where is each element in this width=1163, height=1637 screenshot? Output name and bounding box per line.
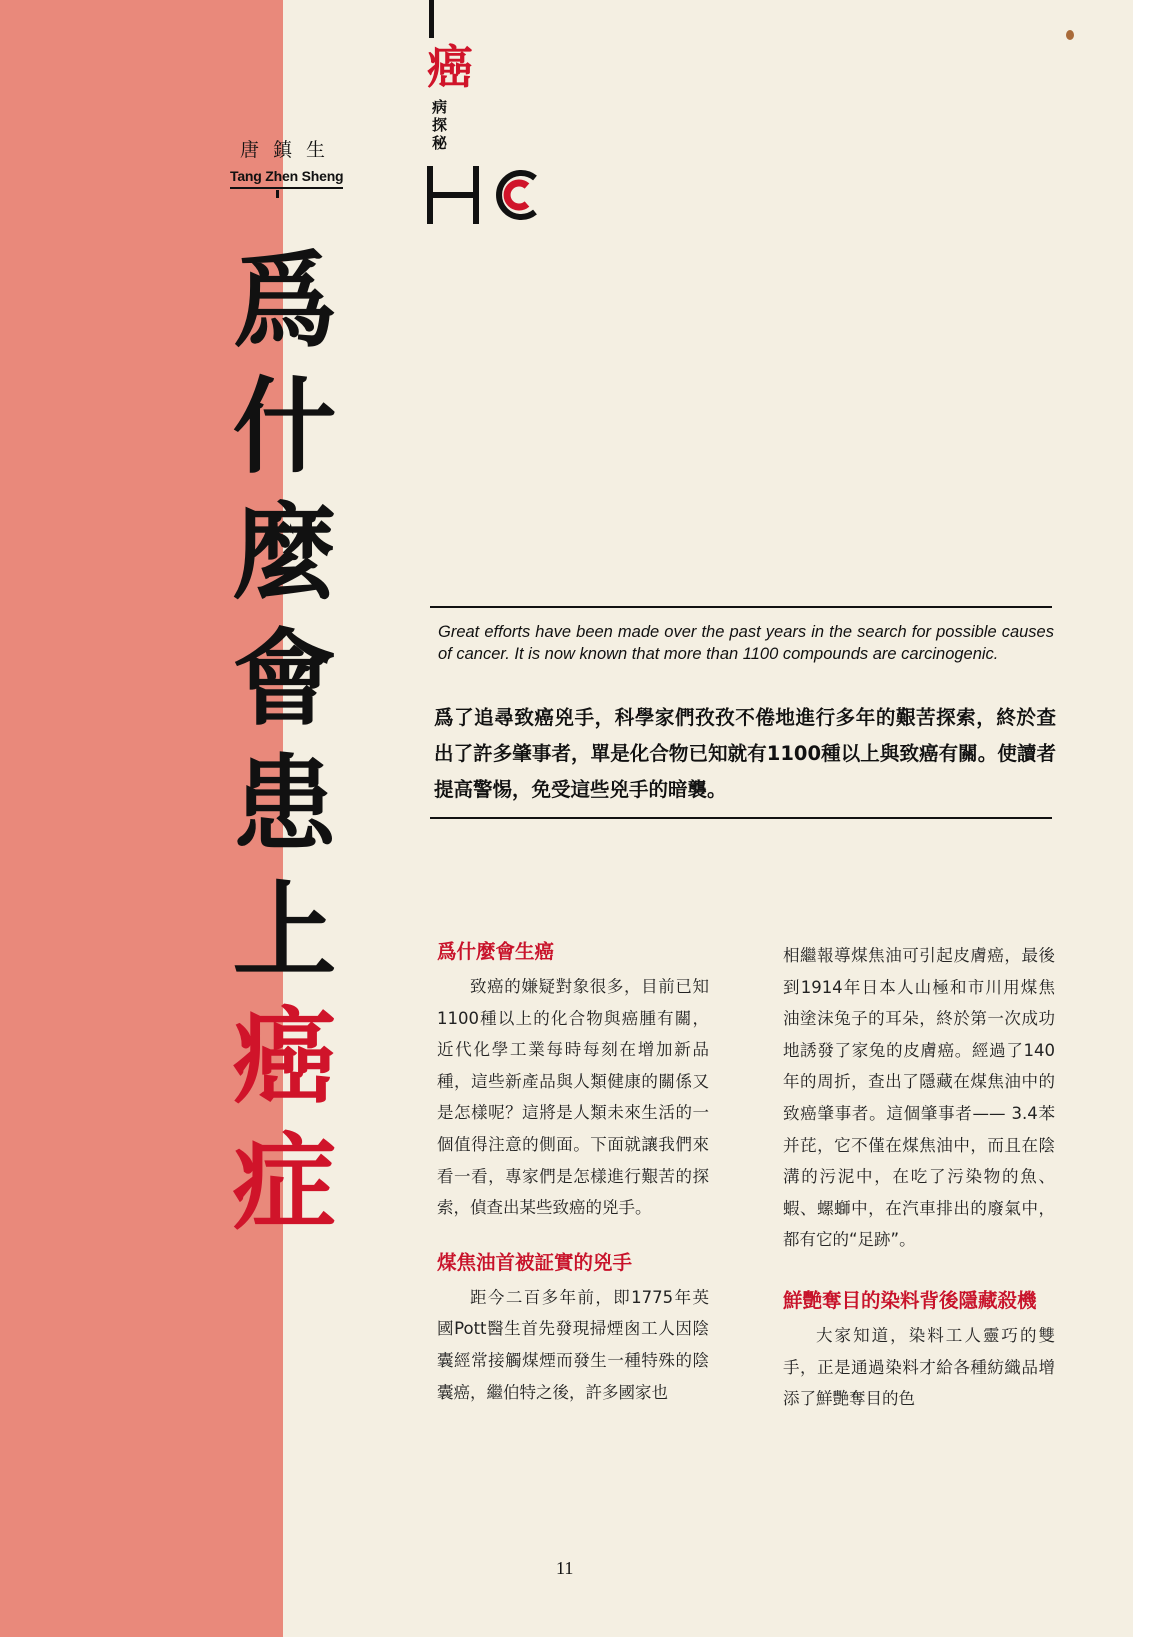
section-gap: [783, 1256, 1055, 1284]
series-logo-main: 癌: [427, 40, 473, 94]
series-logo-sub: 病探秘: [432, 98, 448, 152]
title-char-1: 什: [232, 366, 337, 488]
title-char-7: 症: [232, 1122, 337, 1244]
author-tick: [276, 190, 279, 198]
vertical-title: [222, 238, 347, 1246]
title-char-6: 癌: [232, 996, 337, 1118]
section-paragraph: 距今二百多年前，即1775年英國Pott醫生首先發現掃煙囪工人因陰囊經常接觸煤煙而發生一種特殊的陰囊癌，繼伯特之後，許多國家也: [437, 1287, 709, 1402]
section-heading: 鮮艷奪目的染料背後隱藏殺機: [783, 1288, 1037, 1312]
section-paragraph: 大家知道，染料工人靈巧的雙手，正是通過染料才給各種紡織品增添了鮮艷奪目的色: [783, 1325, 1055, 1409]
body-column-left: [437, 935, 709, 1408]
abstract-rule-bottom: [430, 817, 1052, 819]
abstract-chinese: 爲了追尋致癌兇手，科學家們孜孜不倦地進行多年的艱苦探索，終於查出了許多肇事者，單是化合物已知就有1100種以上與致癌有關。使讀者提高警惕，免受這些兇手的暗襲。: [434, 706, 1056, 801]
author-name-en: Tang Zhen Sheng: [230, 168, 343, 189]
title-char-2: 麼: [232, 492, 337, 614]
title-char-4: 患: [232, 744, 337, 866]
abstract-rule-top: [430, 606, 1052, 608]
title-char-0: 爲: [232, 240, 337, 362]
body-column-right: [783, 940, 1055, 1415]
section-heading: 爲什麼會生癌: [437, 940, 555, 963]
series-logo-hc-mark: [427, 166, 552, 226]
series-logo-bar: [429, 0, 434, 38]
paper-speck: [1066, 30, 1074, 40]
title-char-5: 上: [232, 870, 337, 992]
page-edge: [1133, 0, 1163, 1637]
section-gap: [437, 1224, 709, 1246]
abstract-english: Great efforts have been made over the past years in the search for possible causes of cancer. It is now known that more than 1100 compounds are carcinogenic.: [438, 623, 1054, 663]
section-paragraph: 致癌的嫌疑對象很多，目前已知1100種以上的化合物與癌腫有關，近代化學工業每時每刻在增加新品種，這些新產品與人類健康的關係又是怎樣呢？這將是人類未來生活的一個值得注意的側面。下面就讓我們來看一看，專家們是怎樣進行艱苦的探索，偵查出某些致癌的兇手。: [437, 977, 709, 1218]
page-number: 11: [556, 1558, 574, 1578]
title-char-3: 會: [232, 618, 337, 740]
section-paragraph-continued: 相繼報導煤焦油可引起皮膚癌，最後到1914年日本人山極和市川用煤焦油塗沫兔子的耳朵，終於第一次成功地誘發了家兔的皮膚癌。經過了140年的周折，查出了隱藏在煤焦油中的致癌肇事者。這個肇事者—— 3.4苯并芘，它不僅在煤焦油中，而且在陰溝的污泥中，在吃了污染物的魚、蝦、螺螄中，在汽車排出的廢氣中，都有它的“足跡”。: [783, 946, 1055, 1250]
section-heading: 煤焦油首被証實的兇手: [437, 1250, 633, 1274]
author-name-zh: 唐鎮生: [240, 139, 340, 161]
